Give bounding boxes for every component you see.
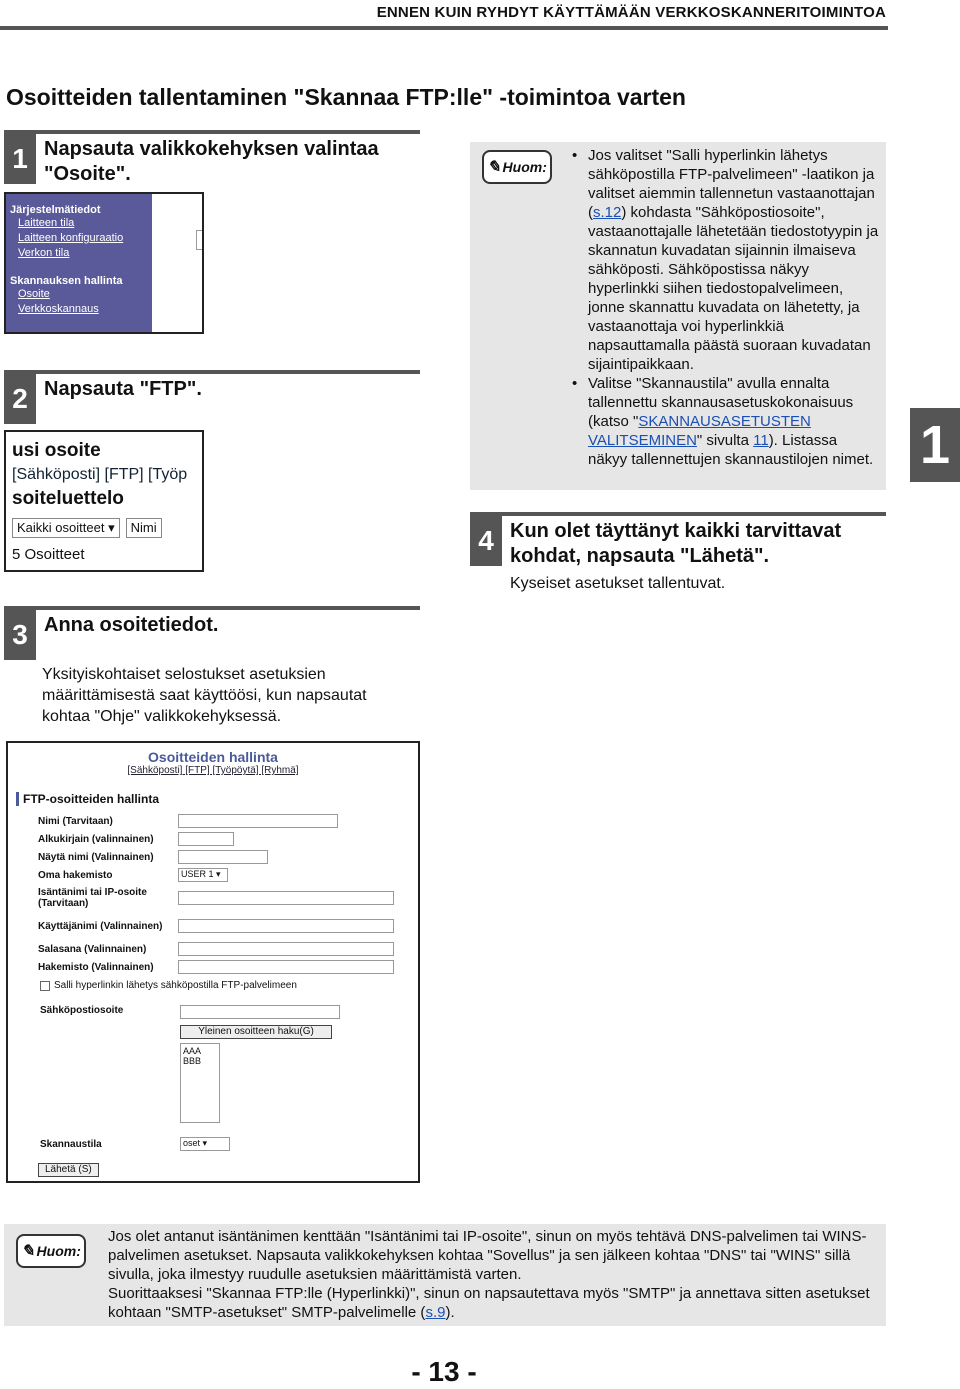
note-2-text-c: ).	[445, 1304, 455, 1321]
step-2-title: Napsauta "FTP".	[44, 378, 202, 400]
step-4-title: Kun olet täyttänyt kaikki tarvittavat kohdat, napsauta "Lähetä".	[510, 520, 842, 567]
password-input[interactable]	[178, 942, 394, 956]
address-count: 5 Osoitteet	[12, 546, 85, 563]
form-address-links[interactable]: [Sähköposti] [FTP] [Työpöytä] [Ryhmä]	[127, 765, 299, 776]
username-input[interactable]	[178, 919, 394, 933]
note-2-paragraph-2	[108, 1284, 878, 1322]
note-1-b2-text-c: ). Listassa näkyy tallennettujen skannaustilojen nimet.	[588, 432, 874, 468]
form-page-title: Osoitteiden hallinta	[148, 749, 278, 765]
form-fields	[38, 812, 418, 976]
pen-icon: ✎	[487, 159, 501, 176]
field-row-dir	[38, 958, 418, 976]
field-row-initial	[38, 830, 418, 848]
home-dir-value: USER 1	[181, 869, 214, 879]
list-item[interactable]: AAA	[183, 1046, 202, 1056]
screenshot-ftp-link	[4, 430, 204, 572]
page-number: - 13 -	[411, 1356, 477, 1387]
hyperlink-checkbox[interactable]	[40, 981, 50, 991]
list-item[interactable]: BBB	[183, 1056, 202, 1066]
note-1-b2-text-b: " sivulta	[696, 432, 754, 449]
menu-item-network-scan[interactable]: Verkkoskannaus	[18, 303, 99, 315]
step-1-number: 1	[4, 134, 36, 184]
address-type-links[interactable]: [Sähköposti] [FTP] [Työp	[12, 466, 188, 483]
page-link-12[interactable]: s.12	[593, 204, 622, 221]
initial-input[interactable]	[178, 832, 234, 846]
sort-select[interactable]: Nimi	[126, 518, 162, 538]
step-3-number: 3	[4, 610, 36, 660]
note-badge-label: Huom:	[502, 159, 547, 175]
name-input[interactable]	[178, 814, 338, 828]
email-row	[40, 1005, 418, 1019]
menu-item-device-status[interactable]: Laitteen tila	[18, 217, 75, 229]
submit-button[interactable]: Lähetä (S)	[38, 1163, 99, 1177]
note-2-paragraph-1: Jos olet antanut isäntänimen kenttään "Isäntänimi tai IP-osoite", sinun on myös tehtävä DNS-palvelimen tai WINS-palvelimen asetukset. Napsauta valikkokehyksen kohtaa "Sovellus" ja sen jälkeen kohtaa "DNS" tai "WINS" sillä sivulla, joka ilmestyy ruudulle asetuksien määrittämistä varten.	[108, 1228, 867, 1283]
field-row-user	[38, 912, 418, 940]
step-4-number: 4	[470, 516, 502, 566]
filter-select[interactable]	[12, 518, 120, 538]
profile-select[interactable]	[180, 1137, 230, 1151]
profile-row	[40, 1137, 418, 1151]
note-box-2	[4, 1224, 886, 1326]
field-label-initial: Alkukirjain (valinnainen)	[38, 833, 154, 845]
page-link-11[interactable]: 11	[753, 432, 769, 449]
field-row-display	[38, 848, 418, 866]
recipient-list[interactable]	[180, 1043, 220, 1123]
step-4-content	[510, 516, 870, 594]
step-3-body: Yksityiskohtaiset selostukset asetuksien määrittämisestä saat käyttöösi, kun napsautat kohtaa "Ohje" valikkokehyksessä.	[42, 666, 367, 725]
screenshot-ftp-form	[6, 741, 420, 1183]
step-3	[4, 610, 420, 660]
email-label: Sähköpostiosoite	[40, 1005, 124, 1016]
host-input[interactable]	[178, 891, 394, 905]
search-button-row	[180, 1021, 418, 1039]
display-name-input[interactable]	[178, 850, 268, 864]
field-row-home	[38, 866, 418, 884]
running-header: ENNEN KUIN RYHDYT KÄYTTÄMÄÄN VERKKOSKANNERITOIMINTOA	[376, 4, 886, 21]
field-row-host	[38, 884, 418, 912]
field-row-password	[38, 940, 418, 958]
step-2	[4, 374, 420, 424]
home-dir-select[interactable]	[178, 868, 228, 882]
menu-frame	[6, 194, 152, 332]
screenshot-menu	[4, 192, 204, 334]
scroll-edge	[196, 230, 204, 250]
step-4-body: Kyseiset asetukset tallentuvat.	[510, 575, 726, 592]
note-1-text	[570, 146, 880, 469]
address-search-button[interactable]: Yleinen osoitteen haku(G)	[180, 1025, 332, 1039]
note-badge-2	[16, 1234, 86, 1268]
pen-icon: ✎	[21, 1243, 35, 1260]
field-label-home: Oma hakemisto	[38, 869, 113, 881]
note-box-1	[470, 142, 886, 490]
header-rule	[0, 26, 888, 30]
hyperlink-checkbox-row	[40, 980, 418, 991]
menu-item-network-status[interactable]: Verkon tila	[18, 247, 70, 259]
field-row-name	[38, 812, 418, 830]
field-label-name: Nimi (Tarvitaan)	[38, 815, 113, 827]
profile-select-value: oset	[183, 1138, 201, 1148]
submit-row	[38, 1159, 418, 1177]
field-label-dir: Hakemisto (Valinnainen)	[38, 961, 154, 973]
address-list-heading: soiteluettelo	[12, 488, 124, 509]
field-label-password: Salasana (Valinnainen)	[38, 943, 147, 955]
field-label-display: Näytä nimi (Valinnainen)	[38, 851, 154, 863]
scan-settings-link[interactable]: SKANNAUSASETUSTEN VALITSEMINEN	[588, 413, 811, 449]
note-1-b1-text-a: Jos valitset "Salli hyperlinkin lähetys sähköpostilla FTP-palvelimeen" -laatikon ja valitset aiemmin tallennetun vastaanottajan (	[588, 147, 875, 221]
note-badge-1	[482, 150, 552, 184]
new-address-heading: usi osoite	[12, 440, 101, 461]
step-1-title: Napsauta valikkokehyksen valintaa "Osoite".	[44, 138, 379, 185]
profile-label: Skannaustila	[40, 1138, 102, 1150]
note-badge-2-label: Huom:	[36, 1243, 81, 1259]
chevron-down-icon: ▾	[108, 520, 115, 535]
menu-item-device-config[interactable]: Laitteen konfiguraatio	[18, 232, 124, 244]
chevron-down-icon: ▾	[216, 869, 221, 879]
form-section-title: FTP-osoitteiden hallinta	[16, 792, 410, 806]
note-1-bullet-1	[570, 146, 880, 374]
filter-row	[12, 518, 196, 538]
step-1	[4, 134, 420, 187]
note-1-bullet-2	[570, 374, 880, 469]
field-label-user: Käyttäjänimi (Valinnainen)	[38, 920, 163, 932]
page-title: Osoitteiden tallentaminen "Skannaa FTP:lle" -toimintoa varten	[6, 84, 686, 110]
menu-item-address[interactable]: Osoite	[18, 288, 50, 300]
email-input[interactable]	[180, 1005, 340, 1019]
step-2-number: 2	[4, 374, 36, 424]
step-4	[470, 516, 886, 594]
menu-content-area	[152, 194, 202, 332]
directory-input[interactable]	[178, 960, 394, 974]
chapter-tab: 1	[910, 408, 960, 482]
note-2-text-b: Suorittaaksesi "Skannaa FTP:lle (Hyperlinkki)", sinun on napsautettava myös "SMTP" ja annettava sitten asetukset kohtaan "SMTP-asetukset" SMTP-palvelimelle (	[108, 1285, 870, 1321]
field-label-host: Isäntänimi tai IP-osoite (Tarvitaan)	[38, 887, 147, 909]
note-2-text	[108, 1227, 878, 1322]
filter-select-value: Kaikki osoitteet	[17, 520, 105, 535]
note-1-b2-text-a: Valitse "Skannaustila" avulla ennalta tallennettu skannausasetuskokonaisuus (katso "	[588, 375, 854, 430]
hyperlink-checkbox-label: Salli hyperlinkin lähetys sähköpostilla FTP-palvelimeen	[54, 980, 297, 991]
chevron-down-icon: ▾	[202, 1138, 208, 1148]
menu-heading-scan: Skannauksen hallinta	[10, 275, 123, 287]
note-1-b1-text-b: ) kohdasta "Sähköpostiosoite", vastaanottajalle lähetetään tiedostotyypin ja skannatun kuvadatan sijainnin ilmaiseva sähköposti. Sähköpostissa näkyy hyperlinkki siihen tiedostopalvelimeen, jonne skannattu kuvadata on lähetetty, ja vastaanottaja voi hyperlinkkiä napsauttamalla päästä suoraan kuvadatan sijaintipaikkaan.	[588, 204, 879, 373]
page-link-9[interactable]: s.9	[425, 1304, 446, 1321]
menu-heading-system: Järjestelmätiedot	[10, 204, 101, 216]
step-3-title: Anna osoitetiedot.	[44, 614, 219, 636]
